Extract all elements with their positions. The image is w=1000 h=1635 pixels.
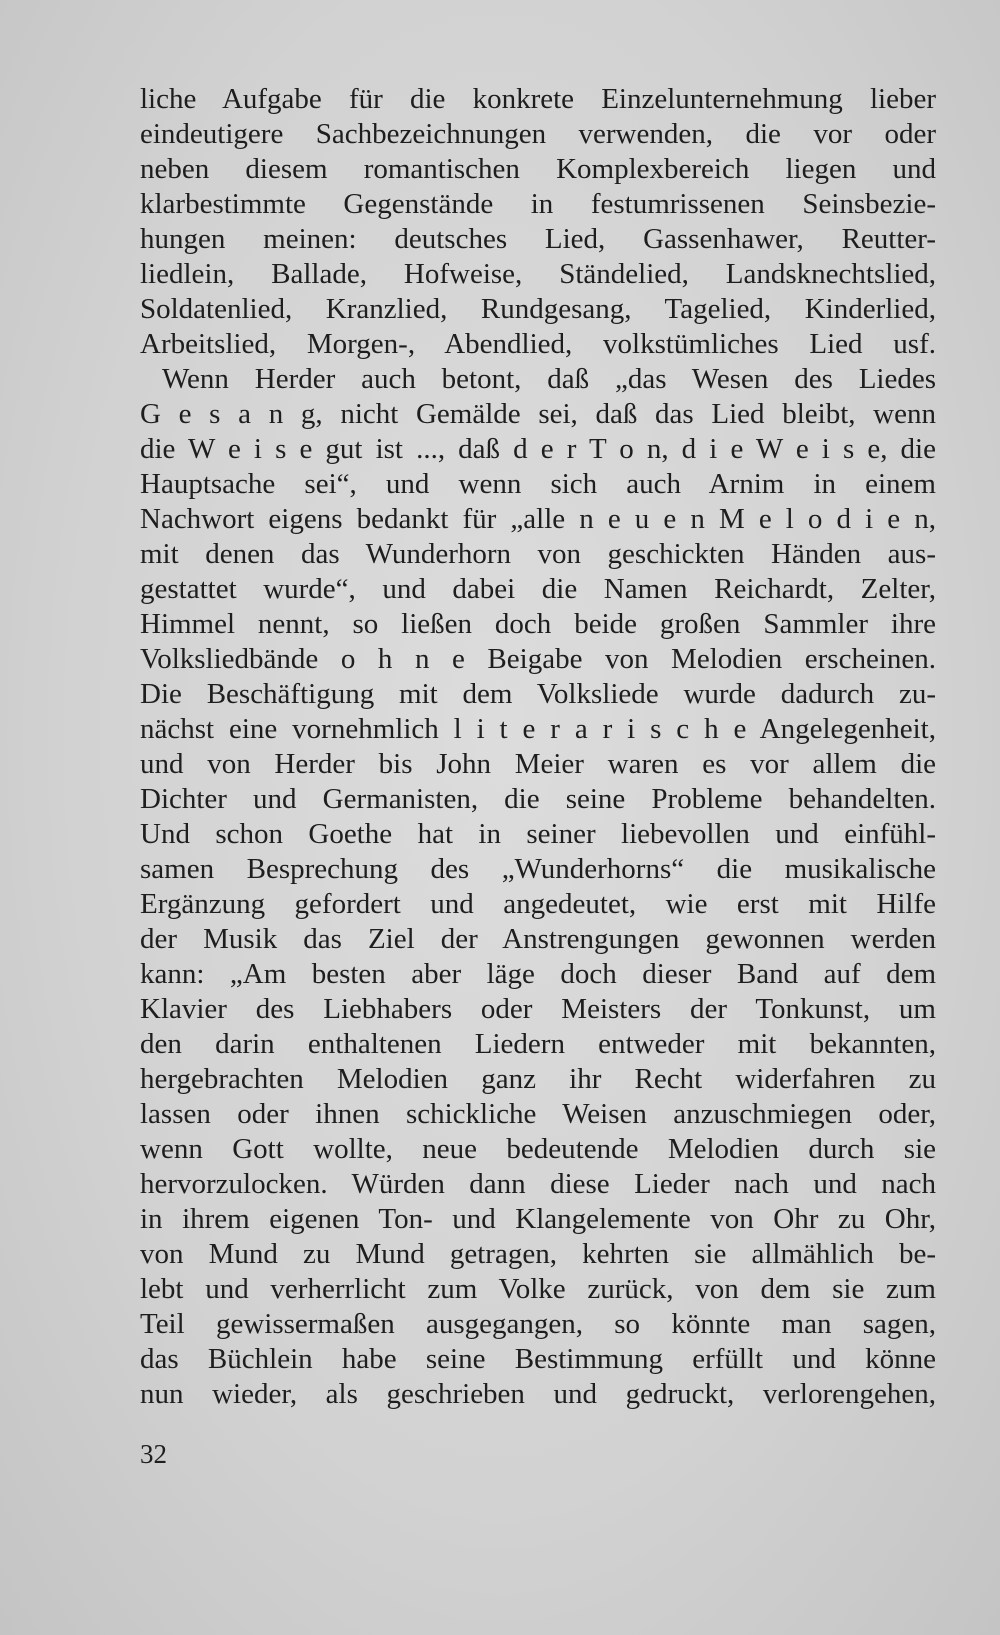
text-line: Die Beschäftigung mit dem Volksliede wurde dadurch zu- [140, 678, 936, 710]
body-text [140, 82, 936, 1412]
text-line: G e s a n g, nicht Gemälde sei, daß das Lied bleibt, wenn [140, 398, 936, 430]
text-line: Dichter und Germanisten, die seine Probleme behandelten. [140, 783, 936, 815]
text-line: hungen meinen: deutsches Lied, Gassenhawer, Reutter- [140, 223, 936, 255]
text-line: liedlein, Ballade, Hofweise, Ständelied, Landsknechtslied, [140, 258, 936, 290]
text-line: lassen oder ihnen schickliche Weisen anzuschmiegen oder, [140, 1098, 936, 1130]
text-line: Arbeitslied, Morgen-, Abendlied, volkstümliches Lied usf. [140, 328, 936, 360]
text-line: Soldatenlied, Kranzlied, Rundgesang, Tagelied, Kinderlied, [140, 293, 936, 325]
text-line: Ergänzung gefordert und angedeutet, wie erst mit Hilfe [140, 888, 936, 920]
text-line: Teil gewissermaßen ausgegangen, so könnte man sagen, [140, 1308, 936, 1340]
text-line: klarbestimmte Gegenstände in festumrissenen Seinsbezie- [140, 188, 936, 220]
text-line: nächst eine vornehmlich l i t e r a r i s c h e Angelegenheit, [140, 713, 936, 745]
text-line: nun wieder, als geschrieben und gedruckt, verlorengehen, [140, 1378, 936, 1410]
text-line: das Büchlein habe seine Bestimmung erfüllt und könne [140, 1343, 936, 1375]
text-line: wenn Gott wollte, neue bedeutende Melodien durch sie [140, 1133, 936, 1165]
text-line: hergebrachten Melodien ganz ihr Recht widerfahren zu [140, 1063, 936, 1095]
text-line: in ihrem eigenen Ton- und Klangelemente von Ohr zu Ohr, [140, 1203, 936, 1235]
text-line: Hauptsache sei“, und wenn sich auch Arnim in einem [140, 468, 936, 500]
text-line: Nachwort eigens bedankt für „alle n e u e n M e l o d i e n, [140, 503, 936, 535]
text-line: eindeutigere Sachbezeichnungen verwenden, die vor oder [140, 118, 936, 150]
text-line: liche Aufgabe für die konkrete Einzelunternehmung lieber [140, 83, 936, 115]
text-line: der Musik das Ziel der Anstrengungen gewonnen werden [140, 923, 936, 955]
text-line: Und schon Goethe hat in seiner liebevollen und einfühl- [140, 818, 936, 850]
text-line: den darin enthaltenen Liedern entweder mit bekannten, [140, 1028, 936, 1060]
text-line: Wenn Herder auch betont, daß „das Wesen des Liedes [162, 363, 936, 395]
text-line: lebt und verherrlicht zum Volke zurück, von dem sie zum [140, 1273, 936, 1305]
text-line: samen Besprechung des „Wunderhorns“ die musikalische [140, 853, 936, 885]
text-line: gestattet wurde“, und dabei die Namen Reichardt, Zelter, [140, 573, 936, 605]
text-line: hervorzulocken. Würden dann diese Lieder nach und nach [140, 1168, 936, 1200]
page-number: 32 [140, 1439, 167, 1469]
text-line: die W e i s e gut ist ..., daß d e r T o n, d i e W e i s e, die [140, 433, 936, 465]
text-line: und von Herder bis John Meier waren es vor allem die [140, 748, 936, 780]
text-line: Klavier des Liebhabers oder Meisters der Tonkunst, um [140, 993, 936, 1025]
text-line: neben diesem romantischen Komplexbereich liegen und [140, 153, 936, 185]
text-line: Himmel nennt, so ließen doch beide großen Sammler ihre [140, 608, 936, 640]
text-line: von Mund zu Mund getragen, kehrten sie allmählich be- [140, 1238, 936, 1270]
text-line: mit denen das Wunderhorn von geschickten Händen aus- [140, 538, 936, 570]
text-line: kann: „Am besten aber läge doch dieser Band auf dem [140, 958, 936, 990]
text-line: Volksliedbände o h n e Beigabe von Melodien erscheinen. [140, 643, 936, 675]
